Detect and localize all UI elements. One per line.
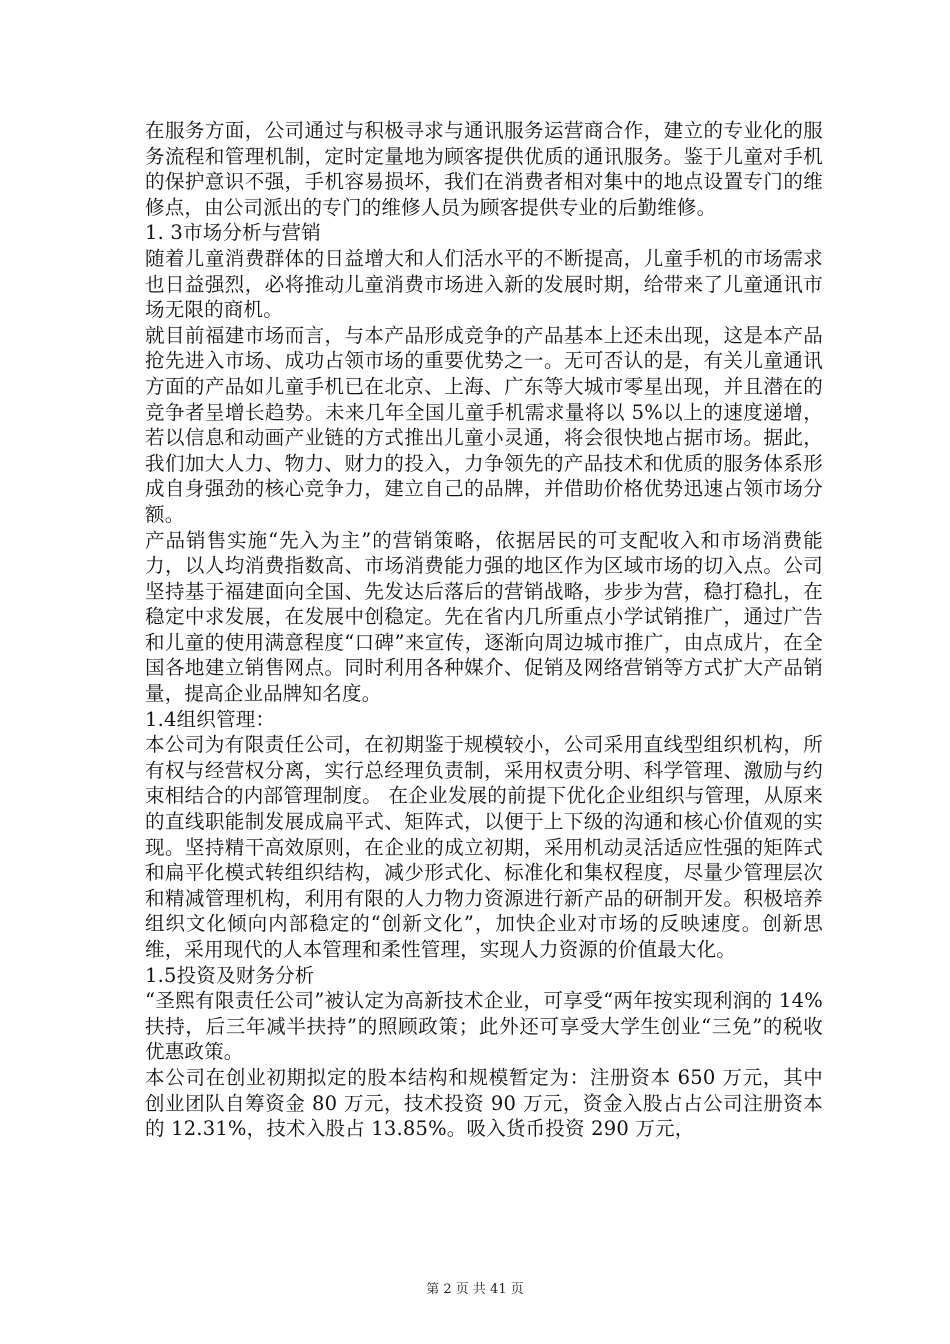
heading-organization: 1.4组织管理：	[145, 707, 276, 731]
heading-market-analysis: 1. 3市场分析与营销	[145, 221, 321, 245]
page-number: 第 2 页 共 41 页	[426, 1282, 524, 1297]
heading-investment: 1.5投资及财务分析	[145, 963, 315, 987]
paragraph-competition: 就目前福建市场而言，与本产品形成竞争的产品基本上还未出现，这是本产品抢先进入市场、成功占领市场的重要优势之一。无可否认的是，有关儿童通讯方面的产品如儿童手机已在北京、上海、广东等大城市零星出现，并且潜在的竞争者呈增长趋势。未来几年全国儿童手机需求量将以 5%以上的速度递增，若以信息和动画产业链的方式推出儿童小灵通，将会很快地占据市场。据此，我们加大人力、物力、财力的投入，力争领先的产品技术和优质的服务体系形成自身强劲的核心竞争力，建立自己的品牌，并借助价格优势迅速占领市场分额。	[145, 323, 823, 526]
paragraph-policy: “圣熙有限责任公司”被认定为高新技术企业，可享受“两年按实现利润的 14%扶持，后三年减半扶持”的照顾政策；此外还可享受大学生创业“三免”的税收优惠政策。	[145, 989, 823, 1064]
paragraph-organization: 本公司为有限责任公司，在初期鉴于规模较小，公司采用直线型组织机构，所有权与经营权分离，实行总经理负责制，采用权责分明、科学管理、激励与约束相结合的内部管理制度。 在企业发展的前提下优化企业组织与管理，从原来的直线职能制发展成扁平式、矩阵式，以便于上下级的沟通和核心价值观的实现。坚持精干高效原则，在企业的成立初期，采用机动灵活适应性强的矩阵式和扁平化模式转组织结构，减少形式化、标准化和集权程度，尽量少管理层次和精减管理机构，利用有限的人力物力资源进行新产品的研制开发。积极培养组织文化倾向内部稳定的“创新文化”，加快企业对市场的反映速度。创新思维，采用现代的人本管理和柔性管理，实现人力资源的价值最大化。	[145, 733, 823, 961]
paragraph-market-demand: 随着儿童消费群体的日益增大和人们活水平的不断提高，儿童手机的市场需求也日益强烈，必将推动儿童消费市场进入新的发展时期，给带来了儿童通讯市场无限的商机。	[145, 246, 823, 322]
paragraph-service: 在服务方面，公司通过与积极寻求与通讯服务运营商合作，建立的专业化的服务流程和管理机制，定时定量地为顾客提供优质的通讯服务。鉴于儿童对手机的保护意识不强，手机容易损坏，我们在消费者相对集中的地点设置专门的维修点，由公司派出的专门的维修人员为顾客提供专业的后勤维修。	[145, 119, 823, 219]
paragraph-capital: 本公司在创业初期拟定的股本结构和规模暂定为：注册资本 650 万元，其中创业团队自筹资金 80 万元，技术投资 90 万元，资金入股占占公司注册资本的 12.31%，技术入股占 13.85%。吸入货币投资 290 万元，	[145, 1065, 823, 1141]
document-body	[145, 118, 823, 1142]
paragraph-sales-strategy: 产品销售实施“先入为主”的营销策略，依据居民的可支配收入和市场消费能力，以人均消费指数高、市场消费能力强的地区作为区域市场的切入点。公司坚持基于福建面向全国、先发达后落后的营销战略，步步为营，稳打稳扎，在稳定中求发展，在发展中创稳定。先在省内几所重点小学试销推广，通过广告和儿童的使用满意程度“口碑”来宣传，逐渐向周边城市推广，由点成片，在全国各地建立销售网点。同时利用各种媒介、促销及网络营销等方式扩大产品销量，提高企业品牌知名度。	[145, 528, 823, 706]
